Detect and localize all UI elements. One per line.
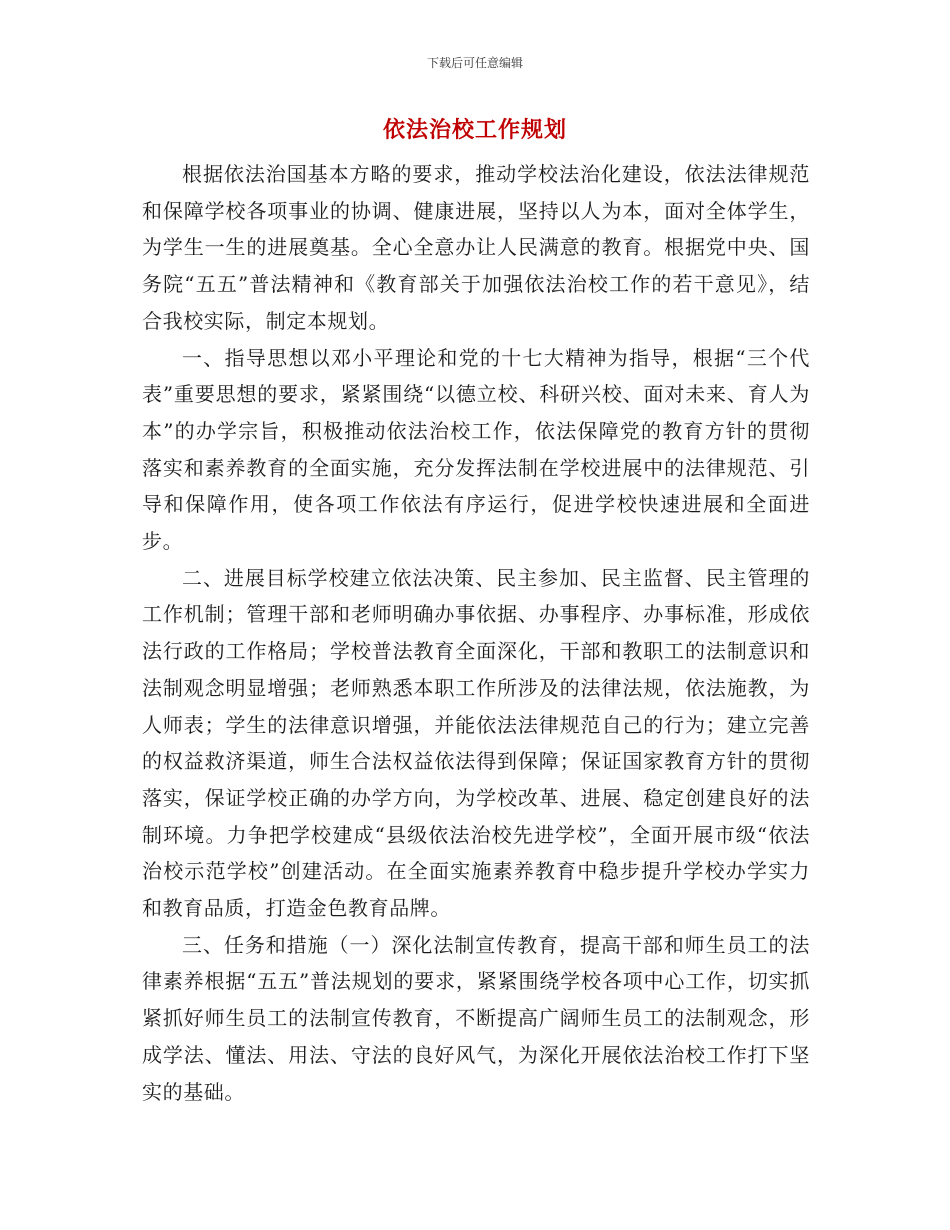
paragraph-intro: 根据依法治国基本方略的要求，推动学校法治化建设，依法法律规范和保障学校各项事业的协调、健康进展，坚持以人为本，面对全体学生，为学生一生的进展奠基。全心全意办让人民满意的教育。根据党中央、国务院“五五”普法精神和《教育部关于加强依法治校工作的若干意见》，结合我校实际，制定本规划。 — [142, 162, 810, 333]
document-title: 依法治校工作规划 — [382, 117, 567, 143]
paragraph-guiding-ideology: 一、指导思想以邓小平理论和党的十七大精神为指导，根据“三个代表”重要思想的要求，紧紧围绕“以德立校、科研兴校、面对未来、育人为本”的办学宗旨，积极推动依法治校工作，依法保障党的教育方针的贯彻落实和素养教育的全面实施，充分发挥法制在学校进展中的法律规范、引导和保障作用，使各项工作依法有序运行，促进学校快速进展和全面进步。 — [142, 345, 810, 554]
document-body — [142, 156, 810, 1110]
header-note: 下载后可任意编辑 — [426, 56, 523, 70]
paragraph-tasks-measures: 三、任务和措施（一）深化法制宣传教育，提高干部和师生员工的法律素养根据“五五”普法规划的要求，紧紧围绕学校各项中心工作，切实抓紧抓好师生员工的法制宣传教育，不断提高广阔师生员工的法制观念，形成学法、懂法、用法、守法的良好风气，为深化开展依法治校工作打下坚实的基础。 — [142, 932, 810, 1104]
paragraph-development-goals: 二、进展目标学校建立依法决策、民主参加、民主监督、民主管理的工作机制；管理干部和老师明确办事依据、办事程序、办事标准，形成依法行政的工作格局；学校普法教育全面深化，干部和教职工的法制意识和法制观念明显增强；老师熟悉本职工作所涉及的法律法规，依法施教，为人师表；学生的法律意识增强，并能依法法律规范自己的行为；建立完善的权益救济渠道，师生合法权益依法得到保障；保证国家教育方针的贯彻落实，保证学校正确的办学方向，为学校改革、进展、稳定创建良好的法制环境。力争把学校建成“县级依法治校先进学校”，全面开展市级“依法治校示范学校”创建活动。在全面实施素养教育中稳步提升学校办学实力和教育品质，打造金色教育品牌。 — [142, 565, 810, 921]
